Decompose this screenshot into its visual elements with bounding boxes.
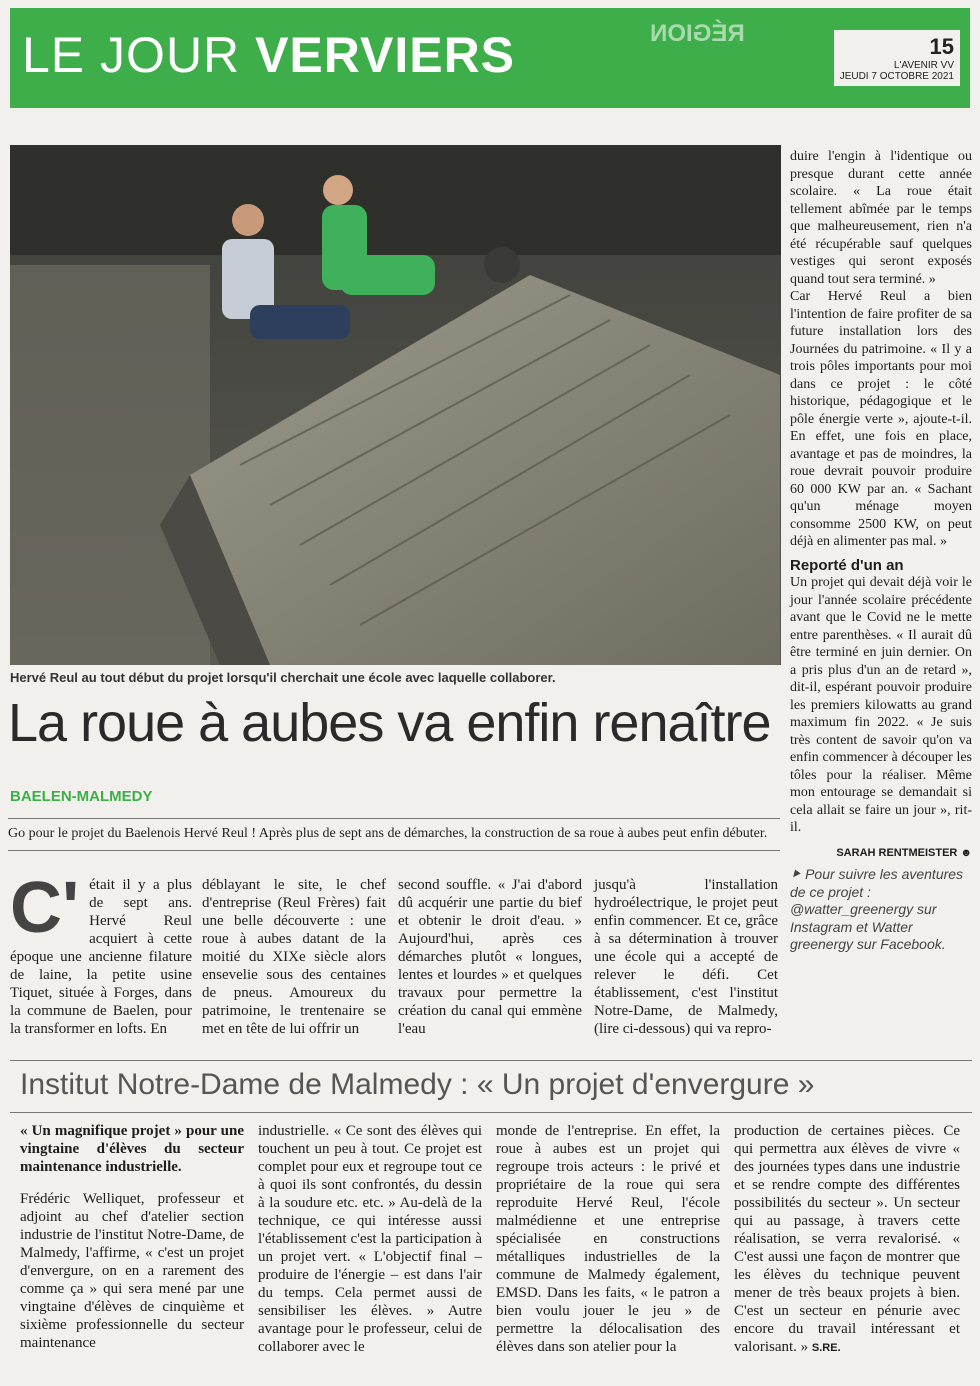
side-paragraph-1: duire l'engin à l'identique ou presque durant cette année scolaire. « La roue était tellement abîmée par le temps que malheureusement, rien n'a été récupérable sauf quelques vestiges qui seront exposés quand tout sera terminé. » xyxy=(790,149,972,287)
article-dateline: BAELEN-MALMEDY xyxy=(10,788,153,805)
divider xyxy=(8,850,780,851)
column-text: second souffle. « J'ai d'abord dû acquérir une partie du bief et obtenir le droit d'eau. » Aujourd'hui, après ces démarches plutôt « longues, lentes et lourdes » et quelques travaux pour permettre la création du canal qui emmène l'eau xyxy=(398,877,582,1037)
article-side-column xyxy=(790,148,972,954)
page-meta xyxy=(834,30,960,86)
column-text: déblayant le site, le chef d'entreprise (Reul Frères) fait une belle découverte : une roue à aubes datant de la moitié du XIXe siècle alors ensevelie sous des centaines de pneus. Amoureux du patrimoine, le trentenaire se met en tête de lui offrir un xyxy=(202,877,386,1037)
side-subheading: Reporté d'un an xyxy=(790,556,904,574)
social-note xyxy=(790,866,972,954)
article-lead: Go pour le projet du Baelenois Hervé Reul ! Après plus de sept ans de démarches, la construction de sa roue à aubes peut enfin débuter. xyxy=(8,826,768,841)
box-text: industrielle. « Ce sont des élèves qui touchent un peu à tout. Ce projet est complet pour eux et regroupe tout ce à quoi ils sont confrontés, du dessin à la soudure etc. etc. » Au-delà de la technique, ce qui intéresse aussi l'établissement c'est la participation à un projet vert. « L'objectif final – produire de l'énergie – est dans l'air du temps. Cela permet aussi de sensibiliser les élèves. » Autre avantage pour le professeur, celui de collaborer avec le xyxy=(258,1123,482,1355)
section-title xyxy=(22,26,515,84)
social-note-text: Pour suivre les aventures de ce projet : @watter_greenergy sur Instagram et Watter greenergy sur Facebook. xyxy=(790,866,964,952)
box-column-1 xyxy=(20,1122,244,1352)
issue-date: JEUDI 7 OCTOBRE 2021 xyxy=(839,71,954,82)
article-column-1 xyxy=(10,868,192,1038)
divider xyxy=(10,1060,972,1061)
box-column-2 xyxy=(258,1122,482,1356)
column-text: était il y a plus de sept ans. Hervé Reul acquiert à cette époque une ancienne filature de laine, la petite usine Tiquet, située à Forges, dans la commune de Baelen, pour la transformer en lofts. En xyxy=(10,877,192,1037)
box-text: monde de l'entreprise. En effet, la roue à aubes est un projet qui regroupe trois acteurs : le privé et propriétaire de la roue qui sera reproduite Hervé Reul, l'école malmédienne et une entreprise spécialisée en constructions métalliques industrielles de la commune de Malmedy également, EMSD. Dans les faits, « le patron a bien voulu jouer le jeu » de permettre la délocalisation des élèves dans son atelier pour la xyxy=(496,1123,720,1355)
box-signature: S.RE. xyxy=(811,1342,841,1354)
article-photo xyxy=(10,145,781,665)
article-column-3 xyxy=(398,876,582,1038)
divider xyxy=(8,818,780,819)
box-column-3 xyxy=(496,1122,720,1356)
side-paragraph-2: Car Hervé Reul a bien l'intention de faire profiter de sa future installation lors des Journées du patrimoine. « Il y a trois pôles importants pour moi dans ce projet : le côté historique, pédagogique et le pôle énergie verte », ajoute-t-il. En effet, une fois en place, avantage et pas de moindres, la roue devrait pouvoir produire 60 000 KW par an. « Sachant qu'un ménage moyen consomme 2500 KW, on peut déjà en alimenter pas mal. » xyxy=(790,289,972,549)
box-column-4 xyxy=(734,1122,960,1357)
page-number: 15 xyxy=(929,34,954,59)
article-headline: La roue à aubes va enfin renaître xyxy=(8,693,771,753)
section-header xyxy=(10,8,970,108)
box-intro: « Un magnifique projet » pour une vingtaine d'élèves du secteur maintenance industrielle. xyxy=(20,1123,244,1175)
photo-caption: Hervé Reul au tout début du projet lorsqu'il cherchait une école avec laquelle collaborer. xyxy=(10,670,556,685)
article-column-2 xyxy=(202,876,386,1038)
box-text: production de certaines pièces. Ce qui permettra aux élèves de vivre « des journées types dans une industrie et se rendre compte des différentes possibilités du secteur ». Un secteur qui au passage, à travers cette réalisation, se verra revalorisé. « C'est aussi une façon de montrer que les élèves du technique peuvent mener de très beaux projets à bien. C'est un secteur en pénurie avec encore du travail intéressant et valorisant. » xyxy=(734,1123,960,1355)
arrow-icon: ⯈ xyxy=(790,866,802,882)
photo-illustration xyxy=(10,145,781,665)
drop-cap: C' xyxy=(10,868,80,948)
column-text: jusqu'à l'installation hydroélectrique, le projet peut enfin commencer. Et ce, grâce à sa détermination à trouver une école qui a accepté de relever le défi. Cet établissement, c'est l'institut Notre-Dame, de Malmedy, (lire ci-dessous) qui va repro- xyxy=(594,877,778,1037)
side-paragraph-3: Un projet qui devait déjà voir le jour l'année scolaire précédente avant que le Covid ne le mette entre parenthèses. « Il aurait dû être terminé en juin dernier. On a pris plus d'un an de retard », dit-il, espérant pouvoir produire les premiers kilowatts au grand maximum fin 2022. « Je suis très content de savoir qu'on va enfin commencer à découper les tôles pour la réaliser. Même mon entourage se demandait si cela allait se faire un jour », rit-il. xyxy=(790,575,972,835)
person-icon: ☻ xyxy=(960,846,972,859)
divider xyxy=(10,1112,972,1113)
article-column-4 xyxy=(594,876,778,1038)
box-title: Institut Notre-Dame de Malmedy : « Un projet d'envergure » xyxy=(20,1068,815,1101)
box-text: Frédéric Welliquet, professeur et adjoint au chef d'atelier section industrie de l'institut Notre-Dame, de Malmedy, l'affirme, « c'est un projet d'envergure, on en a rarement des comme ça » qui sera mené par une vingtaine d'élèves de cinquième et sixième professionnelle du secteur maintenance xyxy=(20,1191,244,1351)
author-byline xyxy=(790,845,972,863)
paper-name: L'AVENIR VV xyxy=(893,60,954,71)
section-prefix: LE JOUR xyxy=(22,27,241,83)
region-watermark: RÉGION xyxy=(650,20,745,47)
author-name: SARAH RENTMEISTER xyxy=(836,846,958,859)
section-city: VERVIERS xyxy=(255,27,516,83)
